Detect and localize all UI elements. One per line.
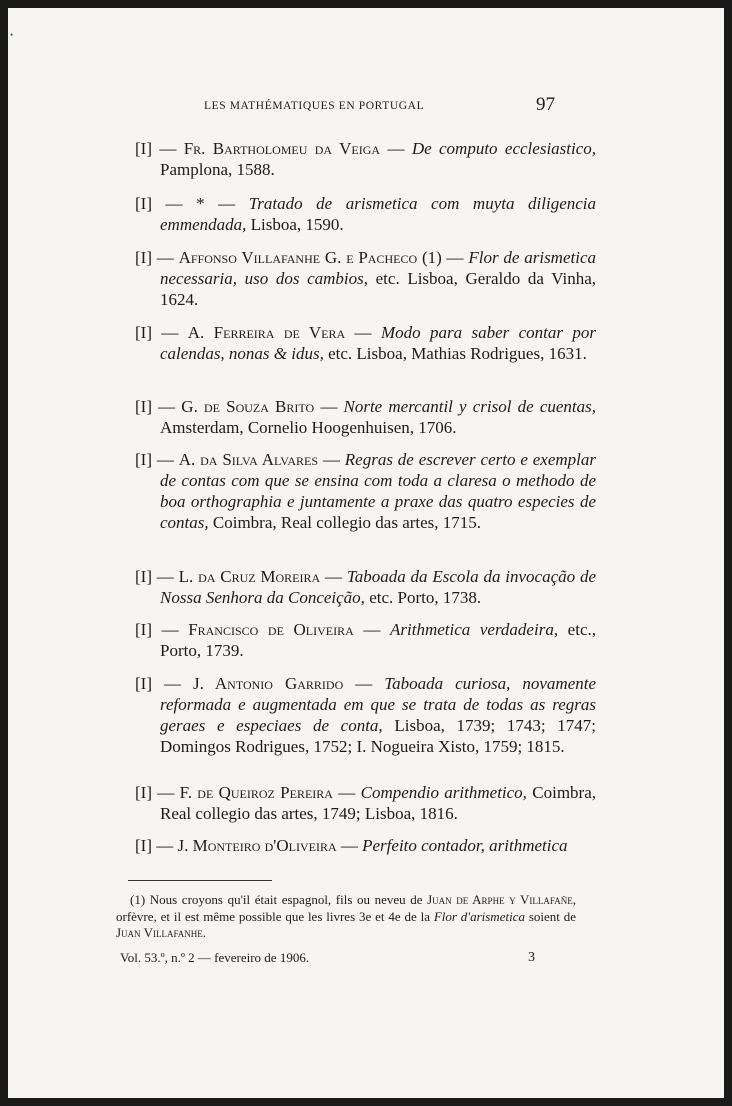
entry-separator: — xyxy=(314,397,344,416)
entry-details: etc. Porto, 1738. xyxy=(364,588,482,607)
entry-prefix: [I] — xyxy=(135,674,193,693)
signature-mark: 3 xyxy=(528,950,535,965)
page-number: 97 xyxy=(536,94,555,115)
entry-details: Pamplona, 1588. xyxy=(160,160,275,179)
entry-prefix: [I] — xyxy=(135,248,179,267)
entry-author: J. Antonio Garrido xyxy=(192,674,344,693)
bibliography-entry xyxy=(135,673,596,757)
entry-title: Arithmetica verdadeira, xyxy=(390,620,559,639)
entry-author: Affonso Villafanhe G. e Pacheco xyxy=(178,248,418,267)
entry-title: Norte mercantil y crisol de cuentas, xyxy=(343,397,597,416)
bibliography-entry xyxy=(135,396,596,438)
entry-prefix: [I] — xyxy=(135,567,179,586)
entry-separator: — xyxy=(353,620,390,639)
footnote-title: Flor d'arismetica xyxy=(433,908,525,924)
entry-details: Lisboa, 1739; 1743; 1747; Domingos Rodrigues, 1752; I. Nogueira Xisto, 1759; 1815. xyxy=(160,716,596,756)
entry-author: Francisco de Oliveira xyxy=(188,620,354,639)
entry-title: De computo ecclesiastico, xyxy=(411,139,597,158)
entry-separator: — xyxy=(332,783,361,802)
entry-separator: — xyxy=(318,450,345,469)
page-header xyxy=(8,96,724,120)
entry-separator: — xyxy=(320,567,347,586)
entry-title: Perfeito contador, arithmetica xyxy=(362,836,568,855)
entry-details: etc. Lisboa, Geraldo da Vinha, 1624. xyxy=(160,269,596,309)
entry-author: L. da Cruz Moreira xyxy=(178,567,321,586)
entry-title: Regras de escrever certo e exemplar de contas com que se ensina com toda a claresa o methodo de boa orthographia e juntamente a praxe das quatro especies de contas, xyxy=(160,450,597,532)
entry-separator xyxy=(235,194,249,213)
entry-title: Taboada da Escola da invocação de Nossa Senhora da Conceição, xyxy=(160,567,596,607)
bibliography-entry xyxy=(135,782,596,824)
bibliography-entry xyxy=(135,138,596,180)
footnote-text: soient de xyxy=(524,908,576,924)
entry-author: J. Monteiro d'Oliveira xyxy=(177,836,337,855)
entry-author: A. da Silva Alvares xyxy=(178,450,319,469)
bibliography-entry xyxy=(135,247,596,310)
running-title: LES MATHÉMATIQUES EN PORTUGAL xyxy=(204,100,425,112)
bibliography-entry xyxy=(135,835,596,856)
bibliography-entry xyxy=(135,619,596,661)
bibliography-entry xyxy=(135,449,596,533)
bibliography-entry xyxy=(135,193,596,235)
entry-title: Compendio arithmetico, xyxy=(360,783,527,802)
entry-separator: — xyxy=(380,139,412,158)
entry-prefix: [I] — xyxy=(135,620,189,639)
volume-signature: Vol. 53.º, n.º 2 — fevereiro de 1906. xyxy=(120,950,310,965)
entry-title: Flor de arismetica necessaria, uso dos cambios, xyxy=(160,248,596,288)
entry-prefix: [I] — xyxy=(135,323,188,342)
entry-details: Coimbra, Real collegio das artes, 1749; Lisboa, 1816. xyxy=(160,783,596,823)
entry-separator: (1) — xyxy=(417,248,469,267)
entry-author: G. de Souza Brito xyxy=(181,397,315,416)
entry-title: Tratado de arismetica com muyta diligencia emmendada, xyxy=(160,194,597,234)
entry-prefix: [I] — xyxy=(135,397,182,416)
entry-author: F. de Queiroz Pereira xyxy=(179,783,333,802)
entry-prefix: [I] — xyxy=(135,139,184,158)
entry-prefix: [I] — xyxy=(135,836,178,855)
entry-author: A. Ferreira de Vera xyxy=(187,323,346,342)
entry-separator: — xyxy=(345,323,381,342)
entry-separator: — xyxy=(336,836,363,855)
entry-prefix: [I] — xyxy=(135,450,179,469)
entry-prefix: [I] — xyxy=(135,783,180,802)
entry-author: * — xyxy=(196,194,236,213)
scan-speck: • xyxy=(10,30,14,40)
entry-details: Coimbra, Real collegio das artes, 1715. xyxy=(208,513,482,532)
footnote-text: . xyxy=(202,925,207,940)
entry-details: etc., Porto, 1739. xyxy=(160,620,596,660)
entry-prefix: [I] — xyxy=(135,194,197,213)
footnote-text: (1) Nous croyons qu'il était espagnol, fils ou neveu de xyxy=(130,892,428,907)
footnote-name: Juan Villafanhe xyxy=(116,925,203,940)
entry-details: etc. Lisboa, Mathias Rodrigues, 1631. xyxy=(323,344,587,363)
page-footer xyxy=(8,950,724,970)
entry-details: Amsterdam, Cornelio Hoogenhuisen, 1706. xyxy=(160,418,457,437)
bibliography-entry xyxy=(135,566,596,608)
entry-author: Fr. Bartholomeu da Veiga xyxy=(183,139,381,158)
entry-title: Taboada curiosa, novamente reformada e augmentada em que se trata de todas as regras geraes e especiaes de conta, xyxy=(160,674,597,735)
bibliography-entry xyxy=(135,322,596,364)
entry-details: Lisboa, 1590. xyxy=(246,215,344,234)
entry-separator: — xyxy=(343,674,385,693)
entry-title: Modo para saber contar por calendas, nonas & idus, xyxy=(160,323,597,363)
document-page xyxy=(8,8,724,1098)
footnote-text: , orfèvre, et il est même possible que les livres 3e et 4e de la xyxy=(116,892,576,924)
footnote xyxy=(116,892,576,942)
footnote-name: Juan de Arphe y Villafañe xyxy=(427,892,573,907)
footnote-divider xyxy=(128,880,272,881)
